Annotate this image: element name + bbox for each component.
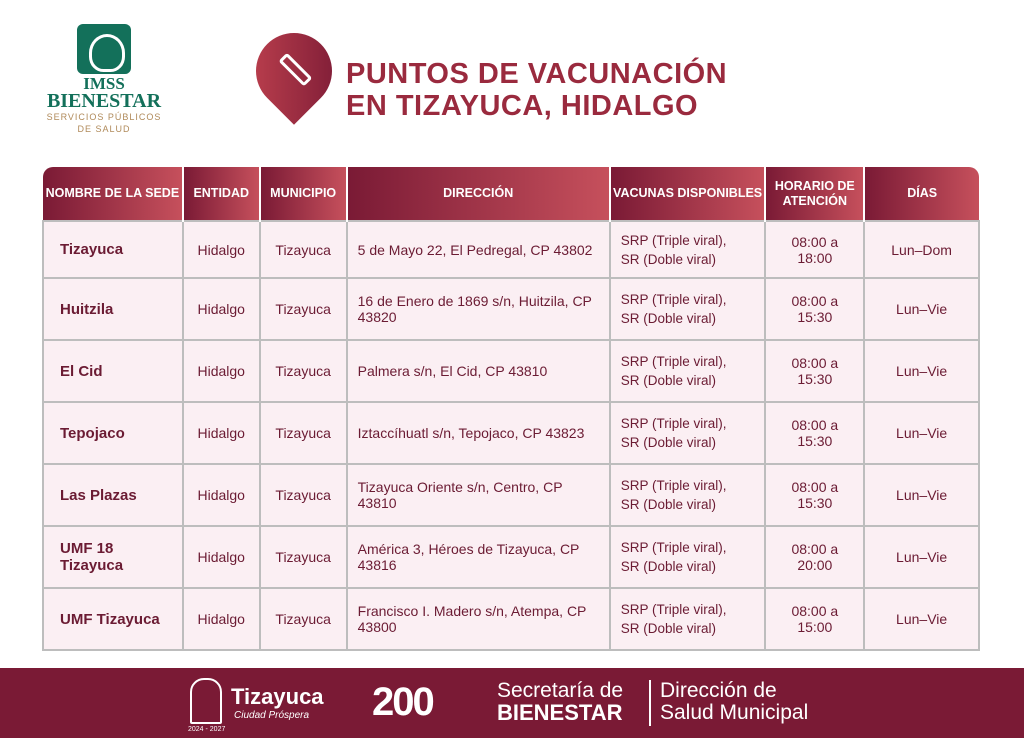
logo-text: BIENESTAR bbox=[46, 90, 162, 112]
vaccine-line: SRP (Triple viral), bbox=[620, 478, 727, 493]
cell-dias: Lun–Vie bbox=[864, 588, 979, 650]
cell-dias: Lun–Vie bbox=[864, 464, 979, 526]
table-row bbox=[43, 588, 979, 650]
tizayuca-logo-name: Tizayuca bbox=[231, 684, 324, 709]
direccion-text: Dirección de bbox=[660, 679, 777, 702]
column-header: VACUNAS DISPONIBLES bbox=[610, 167, 766, 221]
column-header: HORARIO DE ATENCIÓN bbox=[765, 167, 864, 221]
vaccine-line: SRP (Triple viral), bbox=[620, 416, 727, 431]
imss-bienestar-logo bbox=[44, 24, 164, 135]
vaccine-line: SR (Doble viral) bbox=[620, 435, 717, 450]
cell-dias: Lun–Vie bbox=[864, 278, 979, 340]
cell-horario: 08:00 a 15:30 bbox=[765, 464, 864, 526]
cell-vac bbox=[610, 221, 766, 278]
cell-horario: 08:00 a 15:30 bbox=[765, 402, 864, 464]
vaccine-line: SRP (Triple viral), bbox=[620, 602, 727, 617]
cell-direccion: Francisco I. Madero s/n, Atempa, CP 43800 bbox=[347, 588, 610, 650]
cell-vac bbox=[610, 588, 766, 650]
cell-horario: 08:00 a 20:00 bbox=[765, 526, 864, 588]
vaccine-line: SR (Doble viral) bbox=[620, 559, 717, 574]
title-line: PUNTOS DE VACUNACIÓN bbox=[346, 58, 728, 90]
cell-entidad: Hidalgo bbox=[183, 221, 260, 278]
cell-vac bbox=[610, 464, 766, 526]
cell-horario: 08:00 a 15:30 bbox=[765, 340, 864, 402]
cell-sede: UMF 18 Tizayuca bbox=[43, 526, 183, 588]
logo-text: IMSS bbox=[83, 74, 125, 93]
cell-entidad: Hidalgo bbox=[183, 526, 260, 588]
bicentenario-logo: 200 bbox=[372, 680, 433, 724]
cell-entidad: Hidalgo bbox=[183, 402, 260, 464]
vaccine-line: SR (Doble viral) bbox=[620, 373, 717, 388]
cell-municipio: Tizayuca bbox=[260, 402, 347, 464]
cell-horario: 08:00 a 18:00 bbox=[765, 221, 864, 278]
cell-sede: Huitzila bbox=[43, 278, 183, 340]
cell-municipio: Tizayuca bbox=[260, 588, 347, 650]
vaccination-points-table bbox=[42, 167, 980, 651]
cell-vac bbox=[610, 278, 766, 340]
cell-sede: UMF Tizayuca bbox=[43, 588, 183, 650]
direccion-salud-logo bbox=[660, 680, 808, 724]
cell-sede: Tizayuca bbox=[43, 221, 183, 278]
cell-vac bbox=[610, 402, 766, 464]
cell-dias: Lun–Vie bbox=[864, 402, 979, 464]
cell-horario: 08:00 a 15:00 bbox=[765, 588, 864, 650]
table-row bbox=[43, 526, 979, 588]
cell-sede: Las Plazas bbox=[43, 464, 183, 526]
logo-subtext: DE SALUD bbox=[77, 124, 131, 134]
secretaria-text: Secretaría de bbox=[497, 679, 624, 702]
cell-sede: El Cid bbox=[43, 340, 183, 402]
vaccine-line: SRP (Triple viral), bbox=[620, 232, 727, 248]
cell-entidad: Hidalgo bbox=[183, 588, 260, 650]
table-row bbox=[43, 464, 979, 526]
cell-entidad: Hidalgo bbox=[183, 340, 260, 402]
vaccine-line: SR (Doble viral) bbox=[620, 311, 717, 326]
column-header: NOMBRE DE LA SEDE bbox=[43, 167, 183, 221]
tizayuca-arch-icon bbox=[190, 678, 222, 724]
cell-municipio: Tizayuca bbox=[260, 278, 347, 340]
logo-subtext: SERVICIOS PÚBLICOS bbox=[46, 112, 162, 122]
cell-municipio: Tizayuca bbox=[260, 221, 347, 278]
syringe-location-pin-icon bbox=[240, 17, 347, 124]
vaccine-line: SRP (Triple viral), bbox=[620, 292, 727, 307]
table-row bbox=[43, 402, 979, 464]
cell-direccion: Tizayuca Oriente s/n, Centro, CP 43810 bbox=[347, 464, 610, 526]
page-title bbox=[346, 58, 727, 122]
vaccine-line: SR (Doble viral) bbox=[620, 497, 717, 512]
cell-sede: Tepojaco bbox=[43, 402, 183, 464]
cell-municipio: Tizayuca bbox=[260, 464, 347, 526]
cell-municipio: Tizayuca bbox=[260, 526, 347, 588]
cell-vac bbox=[610, 340, 766, 402]
vaccine-line: SRP (Triple viral), bbox=[620, 354, 727, 369]
cell-direccion: Palmera s/n, El Cid, CP 43810 bbox=[347, 340, 610, 402]
column-header: DÍAS bbox=[864, 167, 979, 221]
table-row bbox=[43, 221, 979, 278]
secretaria-bienestar-logo bbox=[497, 680, 623, 725]
cell-entidad: Hidalgo bbox=[183, 464, 260, 526]
tizayuca-logo-slogan: Ciudad Próspera bbox=[234, 710, 310, 721]
cell-dias: Lun–Vie bbox=[864, 526, 979, 588]
cell-direccion: América 3, Héroes de Tizayuca, CP 43816 bbox=[347, 526, 610, 588]
cell-dias: Lun–Dom bbox=[864, 221, 979, 278]
salud-municipal-text: Salud Municipal bbox=[660, 701, 809, 724]
cell-vac bbox=[610, 526, 766, 588]
cell-direccion: Iztaccíhuatl s/n, Tepojaco, CP 43823 bbox=[347, 402, 610, 464]
imss-emblem-icon bbox=[77, 24, 131, 74]
bienestar-text: BIENESTAR bbox=[497, 700, 623, 725]
cell-direccion: 5 de Mayo 22, El Pedregal, CP 43802 bbox=[347, 221, 610, 278]
column-header: DIRECCIÓN bbox=[347, 167, 610, 221]
cell-municipio: Tizayuca bbox=[260, 340, 347, 402]
cell-horario: 08:00 a 15:30 bbox=[765, 278, 864, 340]
cell-dias: Lun–Vie bbox=[864, 340, 979, 402]
title-line: EN TIZAYUCA, HIDALGO bbox=[346, 90, 699, 122]
vaccine-line: SRP (Triple viral), bbox=[620, 540, 727, 555]
column-header: MUNICIPIO bbox=[260, 167, 347, 221]
column-header: ENTIDAD bbox=[183, 167, 260, 221]
divider bbox=[649, 680, 651, 726]
tizayuca-years: 2024 - 2027 bbox=[188, 726, 226, 733]
cell-entidad: Hidalgo bbox=[183, 278, 260, 340]
footer bbox=[0, 668, 1024, 738]
vaccine-line: SR (Doble viral) bbox=[620, 621, 717, 636]
vaccine-line: SR (Doble viral) bbox=[620, 251, 717, 267]
table-row bbox=[43, 278, 979, 340]
cell-direccion: 16 de Enero de 1869 s/n, Huitzila, CP 43820 bbox=[347, 278, 610, 340]
table-row bbox=[43, 340, 979, 402]
